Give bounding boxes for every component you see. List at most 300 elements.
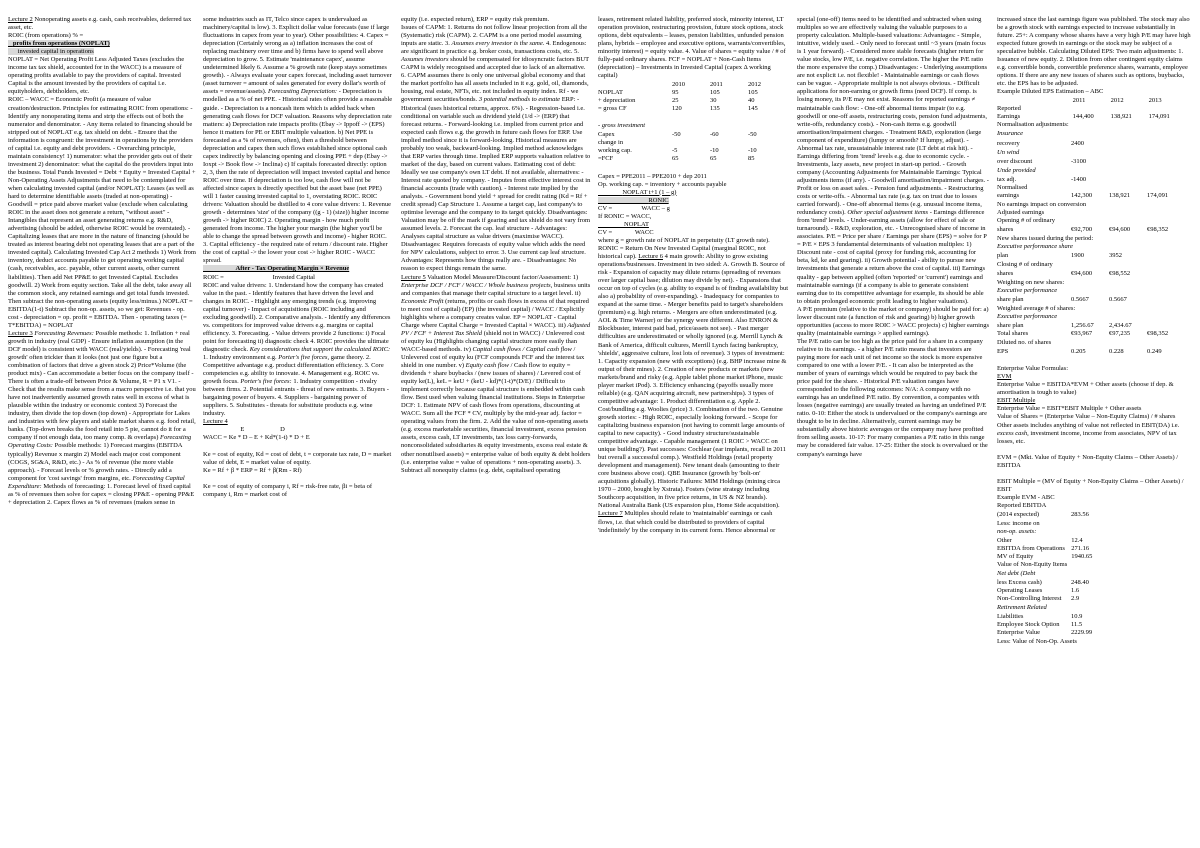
- note-text: profits from operations (NOPLAT): [8, 40, 110, 48]
- figures-table: [997, 537, 1147, 569]
- note-paragraph: [203, 442, 393, 450]
- table-cell: 142,300: [1071, 191, 1093, 199]
- table-row: [997, 537, 1147, 545]
- table-cell: €98,352: [1147, 225, 1169, 233]
- table-cell: share plan: [997, 295, 1024, 303]
- table-cell: 85: [748, 155, 755, 163]
- table-row: [598, 147, 786, 155]
- table-row: [997, 176, 1185, 184]
- table-row: [997, 113, 1187, 121]
- notes-column-2: [203, 16, 393, 844]
- note-text: [203, 475, 205, 482]
- note-text: 1. Industry competition - rivalry between firms. 2. Potential entrants - threat of new entrants. 3. Buyers - bargaining power of buyers. 4. Suppliers - bargaining power of suppliers. 5. Substitutes - threats for substitute products e.g. wine industry.: [203, 378, 391, 418]
- note-text: Porter's five forces:: [240, 378, 292, 386]
- note-paragraph: [997, 287, 1193, 295]
- note-text: Methods of forecasting: 1. Forecast level of fixed capital as % of revenues then solve for capex = closing PP&E - opening PP&E + depreciation 2. Capex flows as % of revenues (makes sense in: [8, 482, 196, 506]
- note-text: Lecture 5: [401, 273, 426, 281]
- note-text: Possible methods: 1) Forecast margins (EBITDA typically) Revenue x margin 2) Model each major cost component (COGS, SG&A, R&D, etc.) - As % of revenue (the more viable approach). - Forecast levels or % growth rates. - Directly add a component for 'cost savings' from margins, etc.: [8, 442, 184, 482]
- table-row: [598, 105, 786, 113]
- table-row: [997, 192, 1185, 200]
- note-paragraph: [997, 528, 1193, 536]
- table-row: [997, 105, 1187, 113]
- figures-table: [997, 579, 1109, 603]
- note-text: , investment income, income from associates, NPV of tax losses, etc.: [997, 429, 1179, 445]
- note-text: Diluted no. of shares: [997, 339, 1052, 347]
- note-text: No earnings impact on conversion: [997, 200, 1087, 208]
- note-paragraph: [997, 604, 1193, 612]
- table-cell: change in: [598, 139, 624, 147]
- note-text: / Unlevered cost of equity ku (FCF compounds FCF and the interest tax shield in one number. v): [401, 345, 586, 370]
- table-cell: 3952: [1109, 251, 1122, 259]
- notes-column-6: [997, 16, 1193, 844]
- table-cell: MV of Equity: [997, 553, 1034, 561]
- note-text: where g = growth rate of NOPLAT in perpetuity (LT growth rate). RONIC = Return On New Invested Capital (marginal ROIC, not historical cap).: [598, 236, 772, 260]
- note-paragraph: [997, 217, 1193, 225]
- figures-table: [997, 252, 1185, 260]
- note-text: Example EVM - ABC: [997, 493, 1055, 501]
- figures-table: [997, 158, 1185, 166]
- table-cell: 2012: [748, 81, 761, 89]
- table-cell: shares: [997, 269, 1014, 277]
- table-row: [997, 252, 1185, 260]
- table-cell: share plan: [997, 322, 1024, 330]
- table-cell: shares: [997, 225, 1014, 233]
- note-text: leases, retirement related liability, preferred stock, minority interest, LT operation provision, restructuring provision, future stock options, stock options, debt equivalents – leases, pension liabilities, unfunded pension plans, hybrids – employee and executive options, warrants/convertibles, minority interest) = equity value. 4. Value of shares = equity value / # of fully-paid ordinary shares. FCF = NOPLAT + Non-Cash Items (depreciation) – Investments in Invested Capital (capex Δ working capital): [598, 16, 788, 80]
- table-row: [997, 140, 1185, 148]
- note-text: 3 potential methods to estimate: [478, 96, 561, 104]
- note-paragraph: [797, 16, 989, 306]
- table-row: [997, 587, 1109, 595]
- note-text: A P/E premium (relative to the market or company) should be paid for: a) lower discount rate (a function of risk and gearing) b) higher growth opportunities (access to more ROIC > WACC projects) c) higher earnings quality (maintainable earnings > applied earnings).: [797, 305, 991, 337]
- table-cell: Liabilities: [997, 613, 1024, 621]
- note-paragraph: [997, 478, 1193, 494]
- table-cell: [1109, 561, 1147, 569]
- note-text: Reported EBITDA: [997, 501, 1047, 509]
- note-text: EBIT Multiple: [997, 397, 1036, 405]
- note-paragraph: [997, 381, 1193, 397]
- note-text: Other special adjustment items: [847, 209, 929, 217]
- table-cell: Non-Controlling Interest: [997, 595, 1062, 603]
- note-text: Retirement Related: [997, 604, 1047, 612]
- note-paragraph: [203, 274, 393, 282]
- note-text: WACC = Ke * D – E + Kd*(1-t) * D + E: [203, 434, 310, 442]
- note-text: Insurance: [997, 130, 1023, 138]
- table-cell: -60: [710, 131, 719, 139]
- table-cell: [710, 139, 748, 147]
- note-paragraph: [203, 265, 393, 273]
- note-text: Issues of CAPM: 1. Returns do not follow linear projection from all the (Systematic) risk (CAPM). 2. CAPM is a one period model assuming inputs are static. 3.: [401, 24, 589, 48]
- note-text: Adjusted earnings: [997, 208, 1045, 216]
- table-row: [997, 511, 1109, 519]
- note-text: Lecture 7: [598, 510, 623, 518]
- note-paragraph: [8, 40, 196, 48]
- table-cell: [1147, 252, 1185, 260]
- table-row: [997, 545, 1147, 553]
- figures-table: [997, 270, 1185, 278]
- table-row: [997, 97, 1187, 105]
- note-paragraph: [997, 357, 1193, 365]
- table-cell: tax adj.: [997, 175, 1017, 183]
- note-paragraph: [401, 24, 591, 273]
- table-cell: [1147, 322, 1185, 330]
- note-text: should be compensated for idiosyncratic factors BUT CAPM is widely recognised and accepted due to lack of an alternative. 6. CAPM assumes there is only one universal global economy and that the market portfolio has all assets included in it e.g. gold, oil, diamonds, housing, real estate, NFTs, etc. not included in equity index. Rf - we government securities/bonds.: [401, 56, 591, 104]
- note-paragraph: [997, 88, 1193, 96]
- note-paragraph: [203, 426, 393, 434]
- note-paragraph: [997, 149, 1193, 157]
- note-text: Porter's five forces: [278, 353, 328, 361]
- note-paragraph: [997, 494, 1193, 502]
- note-paragraph: [997, 397, 1193, 405]
- table-cell: Normalisation adjustments:: [997, 121, 1069, 129]
- table-cell: -10: [710, 147, 719, 155]
- note-text: - Earnings difference from 'trend' levels. - Under-earning assets (allow for effect of sale or turnaround). - R&D, exploration, etc. - Unrecognised share of income in associates. P/E = Price per share / Earnings per share (EPS) = solve for P = P/E × EPS 3 fundamental determinants of valuation multiples: 1) Discount rate - cost of capital (proxy for funding risk, accounting for beta, kd, ke and gearing). ii) Growth potential - ability to pursue new investments that generate a return above the cost of capital. iii) Earnings quality - gap between applied (often 'reported' or 'current') earnings and maintainable earnings (if a company is able to generate consistent earning due to its competitive advantage for example, its should be able to obtain prolonged economic profit leading to higher valuations).: [797, 209, 989, 305]
- note-paragraph: [997, 209, 1193, 217]
- note-paragraph: [997, 16, 1193, 88]
- note-paragraph: [997, 470, 1193, 478]
- table-cell: 105: [710, 89, 720, 97]
- table-cell: [1073, 105, 1111, 113]
- table-cell: working cap.: [598, 147, 632, 155]
- table-cell: €98,352: [1147, 330, 1169, 338]
- note-text: [997, 357, 999, 364]
- note-paragraph: [997, 454, 1193, 470]
- note-text: Weighted average # of shares:: [997, 304, 1076, 312]
- figures-table: [598, 81, 786, 113]
- table-cell: less Excess cash): [997, 579, 1042, 587]
- note-text: [598, 164, 600, 171]
- table-row: [997, 613, 1109, 621]
- note-paragraph: [598, 114, 790, 122]
- table-row: [997, 348, 1185, 356]
- note-text: Economic Profit: [401, 297, 444, 305]
- note-text: increased since the last earnings figure was published. The stock may also be a growth stock with earnings expected to increase substantially in future. 25+: A company whose shares have a very high P/E may have high expected future growth in earnings or the stock may be subject of a speculative bubble. Calculating Diluted EPS: Two main adjustments: 1. Issuance of new equity. 2. Dilution from other contingent equity claims e.g. convertible bonds, convertible preference shares, warrants, employee options. If there are any new issues of shares such as options, buybacks, etc. the EPS has to be adjusted.: [997, 16, 1193, 88]
- note-text: Op. working cap. = inventory + accounts payable: [598, 180, 727, 188]
- note-paragraph: [598, 164, 790, 172]
- note-text: Adjusted PV / FCF + Interest Tax Shield: [401, 321, 592, 337]
- note-paragraph: [997, 235, 1193, 243]
- table-cell: 10.9: [1071, 613, 1083, 621]
- table-cell: Capex: [598, 131, 615, 139]
- note-paragraph: [997, 405, 1193, 413]
- note-paragraph: [598, 205, 790, 213]
- table-row: [997, 296, 1185, 304]
- table-row: [997, 158, 1185, 166]
- note-paragraph: [997, 570, 1193, 578]
- table-cell: -5: [672, 147, 678, 155]
- note-paragraph: [203, 434, 393, 442]
- table-cell: 2012: [1110, 97, 1124, 105]
- table-cell: [748, 139, 786, 147]
- note-paragraph: [401, 274, 591, 475]
- note-paragraph: [997, 339, 1193, 347]
- table-cell: 65: [710, 155, 717, 163]
- table-cell: 248.40: [1071, 579, 1089, 587]
- table-cell: 1.6: [1071, 587, 1080, 595]
- table-row: [997, 629, 1109, 637]
- note-paragraph: [997, 279, 1193, 287]
- note-paragraph: [997, 261, 1193, 269]
- note-paragraph: [598, 213, 790, 221]
- note-text: Lecture 6: [638, 252, 663, 260]
- table-cell: [1109, 158, 1147, 166]
- table-cell: 138,921: [1110, 113, 1132, 121]
- note-paragraph: [401, 16, 591, 24]
- table-cell: recovery: [997, 139, 1020, 147]
- note-paragraph: [997, 305, 1193, 313]
- table-row: [997, 579, 1109, 587]
- note-text: , game theory. 2. Competitive advantage e.g. product differentiation efficiency. 3. Core competencies e.g. ability to innovate. 4. Management e.g. ROIC vs. growth focus.: [203, 353, 386, 386]
- note-text: CV = WACC – g: [598, 204, 670, 212]
- table-cell: 0.5667: [1109, 295, 1127, 303]
- table-cell: 11.5: [1071, 621, 1083, 629]
- note-paragraph: [997, 446, 1193, 454]
- table-cell: over discount: [997, 157, 1033, 165]
- table-cell: Enterprise Value: [997, 629, 1041, 637]
- note-text: EVM = (Mkt. Value of Equity + Non-Equity Claims – Other Assets) / EBITDA: [997, 453, 1180, 469]
- note-text: Forecasting Revenues:: [34, 329, 94, 337]
- note-paragraph: [997, 638, 1193, 646]
- note-paragraph: [203, 16, 393, 265]
- table-cell: Total shares: [997, 330, 1029, 338]
- table-row: [997, 330, 1185, 338]
- table-cell: [1147, 140, 1185, 148]
- table-cell: 2010: [672, 81, 685, 89]
- table-cell: [1109, 184, 1147, 192]
- note-text: Enterprise Value Formulas:: [997, 365, 1069, 373]
- table-cell: earnings: [997, 191, 1020, 199]
- table-row: [997, 561, 1147, 569]
- notes-column-1: [8, 16, 196, 844]
- note-text: Multiples should relate to 'maintainable' earnings or cash flows, i.e. that which could be distributed to providers of capital 'indefinitely' by the company in its current form. Hence abnormal or: [598, 510, 776, 534]
- table-cell: [1073, 121, 1111, 129]
- table-cell: 1900: [1071, 251, 1084, 259]
- note-text: NOPLAT t+1 (1 – g): [598, 188, 677, 196]
- table-cell: Other: [997, 537, 1012, 545]
- table-cell: 135: [710, 105, 720, 113]
- table-cell: NOPLAT: [598, 89, 623, 97]
- notes-column-3: [401, 16, 591, 844]
- table-cell: 30: [710, 97, 717, 105]
- note-text: - gross investment: [598, 122, 646, 130]
- table-cell: 174,091: [1147, 191, 1169, 199]
- note-text: Less: Value of Non-Op. Assets: [997, 638, 1077, 646]
- table-cell: 174,091: [1148, 113, 1170, 121]
- table-cell: [997, 97, 1073, 105]
- note-paragraph: [598, 237, 790, 511]
- note-paragraph: [997, 243, 1193, 251]
- note-text: Weighting on new shares:: [997, 278, 1065, 286]
- table-row: [997, 270, 1185, 278]
- table-cell: [598, 81, 672, 89]
- table-cell: EPS: [997, 348, 1009, 356]
- table-cell: Normalised: [997, 183, 1028, 191]
- note-text: 1. Industry environment e.g.: [203, 345, 392, 361]
- table-cell: plan: [997, 251, 1009, 259]
- note-text: New shares issued during the period:: [997, 234, 1094, 242]
- table-cell: 1,256.67: [1071, 322, 1094, 330]
- table-cell: Value of Non-Equity Items: [997, 561, 1068, 569]
- table-row: [997, 595, 1109, 603]
- note-paragraph: [598, 173, 790, 181]
- note-text: Possible methods: 1. Inflation + real growth in industry (real GDP) - Ensure inflation assumption (in the DCF model) is consistent with WACC (real/yields). - Forecasting 'real growth' often trickier than it looks (not just one figure but a combination of factors that drive a given stock 2) Price*Volume (the product mix) - Can accommodate a better focus on the company itself - There is often a trade-off between Price & Volume, R = P1 x V1. - Check that the results make sense from a macro perspective i.e. that you have not inadvertently assumed growth rates well in excess of what is plausible within the industry or economic context 3) Forecast the industry, then divide the top down (top down) - Appropriate for Lakes and industries with few players and stable market shares e.g. food retail, banks. (Top-down breaks the food retail into 5 pie, cannot do it for a company if not enough data, too many comp. & overlaps): [8, 329, 198, 442]
- note-text: RONIC: [598, 196, 669, 204]
- note-text: Enterprise DCF / FCF / WACC / Whole business projects: [401, 281, 551, 289]
- note-paragraph: [997, 413, 1193, 421]
- note-text: The P/E ratio can be too high as the price paid for a share in a company relative to its earnings. - a higher P/E ratio means that investors are paying more for each unit of net income so the stock is more expensive compared to one with a lower P/E. - It can also be interpreted as the number of years of earnings which would be required to pay back the price paid for the share. - Historical P/E valuation ranges have corresponded to the following outcomes: N/A: A company with no earnings has an undefined P/E ratio. By convention, a companies with losses (negative earnings) are usually treated as having an undefined P/E ratio. 0-10: Either the stock is undervalued or the company's earnings are thought to be in decline. Alternatively, current earnings may be substantially above historic averages or the company may have profited from selling assets. 10-17: For many companies a P/E ratio in this range may be considered fair value. 17-25: Either the stock is overvalued or the company's earnings have: [797, 337, 990, 458]
- table-row: [997, 621, 1109, 629]
- note-text: ROIC = Invested Capital: [203, 273, 315, 281]
- table-cell: [1147, 184, 1185, 192]
- note-paragraph: [8, 48, 196, 56]
- note-text: ROIC and value drivers: 1. Understand how the company has created value in the past. - Identify features that have driven the level and changes in ROIC. - Highlight any emerging trends (e.g. improving capital turnover) - Impact of acquisitions (ROIC including and excluding goodwill). 2. Comparative analysis. - Identify any differences vs. competitors for improved value drivers e.g. margins or capital efficiency. 3. Forecasting. - Value drivers provide 2 functions: i) Focal point for forecasting ii) diagnostic check 4. ROIC provides the ultimate diagnostic check.: [203, 281, 393, 353]
- note-paragraph: [997, 422, 1193, 446]
- table-cell: [672, 139, 710, 147]
- table-cell: 105: [748, 89, 758, 97]
- table-cell: [1111, 105, 1149, 113]
- table-cell: [1149, 105, 1187, 113]
- note-text: Capital cash flows / Capital cash flow: [472, 345, 572, 353]
- table-cell: -50: [748, 131, 757, 139]
- note-paragraph: [997, 365, 1193, 373]
- table-cell: €94,600: [1071, 269, 1093, 277]
- table-row: [598, 89, 786, 97]
- note-text: (shield not in WACC) / Unlevered cost of equity ku (Highlights changing capital structure more easily than WACC-based methods. iv): [401, 329, 587, 353]
- table-cell: -1400: [1071, 175, 1087, 183]
- note-paragraph: [203, 467, 393, 475]
- table-cell: 25: [672, 97, 679, 105]
- table-cell: 40: [748, 97, 755, 105]
- table-cell: = gross CF: [598, 105, 627, 113]
- table-row: [598, 81, 786, 89]
- table-cell: 138,921: [1109, 191, 1131, 199]
- note-paragraph: [997, 373, 1193, 381]
- note-paragraph: [997, 130, 1193, 138]
- table-cell: 95: [672, 89, 679, 97]
- note-text: After - Tax Operating Margin × Revenue: [203, 265, 350, 273]
- figures-table: [997, 140, 1185, 148]
- table-cell: €97,235: [1109, 330, 1131, 338]
- note-text: Other assets includes anything of value not reflected in EBIT(DA) i.e.: [997, 421, 1181, 429]
- note-paragraph: [203, 475, 393, 483]
- note-text: Lecture 2: [8, 16, 33, 23]
- table-cell: 12.4: [1071, 537, 1083, 545]
- note-text: non-op. assets:: [997, 528, 1037, 536]
- table-row: [997, 121, 1187, 129]
- table-cell: -50: [672, 131, 681, 139]
- note-text: Ke = cost of equity of company i, Rf = risk-free rate, βi = beta of company i, Rm = market cost of: [203, 482, 374, 498]
- note-text: Less: income on: [997, 520, 1040, 528]
- note-text: Lecture 3: [8, 329, 33, 337]
- table-cell: 2.9: [1071, 595, 1080, 603]
- note-paragraph: [598, 181, 790, 189]
- note-text: Forecasting Depreciation:: [268, 88, 338, 96]
- note-paragraph: [8, 330, 196, 507]
- note-text: Enterprise Value = EBIT*EBIT Multiple + Other assets: [997, 405, 1142, 413]
- figures-table: [997, 348, 1185, 356]
- note-text: [997, 446, 999, 453]
- note-text: [598, 114, 600, 121]
- note-paragraph: [203, 483, 393, 499]
- table-cell: 2229.99: [1071, 629, 1093, 637]
- note-text: Closing # of ordinary: [997, 260, 1053, 268]
- note-text: Executive performance: [997, 313, 1058, 321]
- note-text: 4. Endogenous: are significant in practice e.g. broker costs, transactions costs, etc. 5.: [401, 40, 589, 56]
- figures-table: [997, 511, 1109, 519]
- table-cell: =FCF: [598, 155, 614, 163]
- note-paragraph: [8, 32, 196, 40]
- note-text: special (one-off) items need to be identified and subtracted when using multiples so we are effectively valuing the valuable purposes to a property calculation. Multiple-based valuations: Advantages: - Simple, intuitive, widely used. - Only need to forecast until ~3 years (main focus is 1 year forward). - Considered more stable forecasts (higher return for value stocks, low P/E, i.e. negative correlation. The higher the P/E ratio the more expensive the comp.) Disadvantages: - Underlying assumptions are not explicit i.e. not flexible! - Maintainable earnings or cash flows can be vague. - Appropriate multiple is not always obvious. - Difficult applications for non-earning or growth firms (need DCF). If comp. is losing money, its P/E may not exist. Reasons for reported earnings ≠ maintainable cash flow: - One-off abnormal items impair (to e.g. goodwill or one-off assets, restructuring costs, pension fund adjustments, write-offs, redundancy costs). - Non-cash items e.g. goodwill amortisation/impairment charges. - Treatment R&D, exploration (large component of expenditure) (lumpy or smooth? If lumpy, adjust). - Abnormal tax rate, unsustainable interest rate (LT debt at risk hit). - Earnings differing from 'trend' levels e.g. due to economic cycle. - Investments, lazy assets, new project in start-up period. - Growth company (Accounting Adjustments for Maintainable Earnings: Typical adjustments items (if any). - Goodwill amortisation/impairment charges. - Profit or loss on asset sales. - Pension fund adjustments. - Restructuring costs or write-offs. - Abnormal tax rate (e.g. tax on trust due to losses carried forward). - One-off abnormal items (e.g. unusual income items, redundancy costs).: [797, 16, 991, 217]
- note-text: some industries such as IT, Telco since capex is undervalued as machinery/capital is low). 3. Explicit dollar value forecasts (use if large fluctuations in capex from year to year). Other possibilities: 4. Capex = depreciation (Certainly wrong as a) inflation increases the cost of replacing machinery over time and b) firms have to spend well above depreciation to grow. 5. Estimate 'maintenance capex', assume undetermined likely 6. Assume a % growth rate (keep stays sometimes growth). - Always evaluate your capex forecast, including asset turnover (asset turnover = amount of sales generated for every dollar's worth of assets = revenue/assets).: [203, 16, 394, 96]
- note-paragraph: [997, 313, 1193, 321]
- table-cell: -3100: [1071, 157, 1087, 165]
- note-text: equity (i.e. expected return), ERP = equity risk premium.: [401, 16, 550, 23]
- note-paragraph: [997, 167, 1193, 175]
- table-cell: 0.205: [1071, 348, 1086, 356]
- note-text: Executive performance: [997, 286, 1058, 294]
- note-text: [997, 470, 999, 477]
- note-text: , business units and companies that manage their capital structure to a target level. ii): [401, 281, 592, 297]
- table-cell: 2011: [1072, 97, 1086, 105]
- note-paragraph: [797, 338, 989, 459]
- table-cell: [1147, 296, 1185, 304]
- note-paragraph: [8, 56, 196, 96]
- note-text: Example Diluted EPS Estimation – ABC: [997, 88, 1104, 96]
- table-cell: €93,967: [1071, 330, 1093, 338]
- table-cell: [1111, 121, 1149, 129]
- note-text: invested capital in operations: [8, 48, 94, 56]
- table-cell: 0.249: [1147, 348, 1162, 356]
- table-cell: Employee Stock Option: [997, 621, 1060, 629]
- table-cell: (2014 expected): [997, 511, 1040, 519]
- notes-column-5: [797, 16, 989, 844]
- note-text: Ke = Rf + β * ERP = Rf + β(Rm - Rf): [203, 466, 302, 474]
- note-paragraph: [203, 418, 393, 426]
- table-cell: [1109, 140, 1147, 148]
- note-text: Assumes every investor is the same.: [451, 40, 545, 48]
- note-text: 4 main growth: Ability to grow existing operations/businesses. Investment in two sided: A. Growth B. Source of risk - Expansion of capacity may dilute returns (spreading of revenues over larger capital base; dilution may divide by net). - Expansions that occur on top of cycles (e.g. ability to expand is of finding availability but also a) probability of over-expanding). - Inadequacy for companies to expand at the same time. - Merger benefits paid to target's shareholders (premium) e.g. high returns. - Mergers are often underestimated (e.g. AOL & Time Warner) or the synergy were different. Also ENRON & Blockbuster, interest paid bad, price/assets not see). - Past merger difficulties are underestimated or wholly ignored (e.g. Merrill Lynch & Bank of America, difficult cultures, Merrill Lynch facing bankruptcy, 'shields', aggressive culture, lost lots of revenue). 3 types of investment: 1. Capacity expansion (new with exceptions) (e.g. BHP increase mine & output of their mines). 2. Creation of new products or markets (new markets/brand and risky (e.g. Apple tablet phone market iPhone, music player market iPod). 3. Efficiency enhancing (payoffs usually more reliable) (e.g. QAN acquiring aircraft, new partnerships). 3 types of competitive advantage: 1. Product differentiation e.g. Apple 2. Cost/bundling e.g. Woolies (price) 3. Combination of the two. Genuine growth stories: - High ROIC, especially looking forward. - Scope for capitalizing business expansion (not having to commit large amounts of capital to new capacity). - Good industry structure/sustainable competitive advantage. - Capable management (1 ROIC > WACC on unique building?). Past successes: Cochlear (ear implants, recall in 2011 but overall a successful comp.). Westfield Holdings (retail property development and management). New tenant deals (amounting to their core business above cost). QBE Insurance (growth by 'bolt-on' acquisitions globally). Historic Failures: MIM Holdings (mining circa 1970 – 2000, bought by Xstrata). Fosters (wine strategy including Southcorp acquisition, in five price returns, in US & NZ brands). National Australia Bank (US expansion plus, Home Side acquisition).: [598, 252, 790, 510]
- table-cell: €94,600: [1109, 225, 1131, 233]
- note-text: Net debt (Debt: [997, 570, 1036, 578]
- note-text: EBIT Multiple = (MV of Equity + Non-Equity Claims – Other Assets) / EBIT: [997, 477, 1186, 493]
- table-cell: Earnings: [997, 113, 1021, 121]
- table-row: [598, 131, 786, 139]
- figures-table: [997, 296, 1185, 304]
- table-cell: [1147, 270, 1185, 278]
- note-text: Assumes investors: [401, 56, 449, 64]
- note-text: - Depreciation is modelled as a % of net PPE. - Historical rates often provide a reasonable guide. - Depreciation is a noncash item which is added back when generating cash flows for DCF valuation. Reasons why depreciation rate matters: a) Depreciation rate impacts profits (Ebay -> Ippoff -> (EPS) hence it matters for PE or EBIT multiple valuation. b) Net PPE is forecasted as a % of revenues, often), then a threshold between depreciation and capex then such flows established since optional cash capex indirectly by balancing opening and closing PPE + dep (Ebay -> Ioxpt -> Book flow -> Inclina) c) If capitals forecasted directly: option 2, 3, then the rate of depreciation will impact invested capital and hence ROIC over time. If depreciation is too low, cash flow will not be affected since capex is directly specified but the asset base (net PPE) will 1 faster causing invested capital to 1, overstating ROIC. ROIC drivers: Valuation should be distilled to 4 core value drivers: 1. Revenue growth - determines 'size' of the company ((g - 1) (size)) higher income growth -> higher ROIC) 2. Operating margin - how much profit generated from income. The higher your margin (the higher you'll be able to change the spread between growth and income) - higher ROIC. 3. Capital efficiency - the required rate of return / discount rate. Higher the cost of capital -> the lower your cost -> higher ROIC - WACC spread.: [203, 88, 394, 265]
- table-cell: [1147, 176, 1185, 184]
- note-paragraph: [997, 520, 1193, 528]
- table-cell: EBITDA from Operations: [997, 545, 1065, 553]
- table-cell: [1147, 158, 1185, 166]
- figures-table: [997, 613, 1109, 637]
- note-text: Nonoperating assets e.g. cash, cash receivables, deferred tax asset, etc.: [8, 16, 193, 32]
- note-text: Value of Shares = (Enterprise Value – Non-Equity Claims) / # shares: [997, 413, 1176, 421]
- table-cell: 0.5667: [1071, 295, 1089, 303]
- note-text: [203, 442, 205, 449]
- table-row: [997, 553, 1147, 561]
- note-text: Forecasting Capital Expenditure:: [8, 474, 187, 490]
- note-text: Capex = PPE2011 – PPE2010 + dep 2011: [598, 172, 707, 180]
- note-text: Opening # of ordinary: [997, 216, 1055, 224]
- note-paragraph: [598, 197, 790, 205]
- note-paragraph: [598, 221, 790, 229]
- note-text: Lecture 4: [203, 418, 228, 426]
- table-cell: €92,700: [1071, 225, 1093, 233]
- note-text: E D: [203, 426, 285, 434]
- figures-table: [997, 176, 1185, 200]
- table-cell: Reported: [997, 105, 1021, 113]
